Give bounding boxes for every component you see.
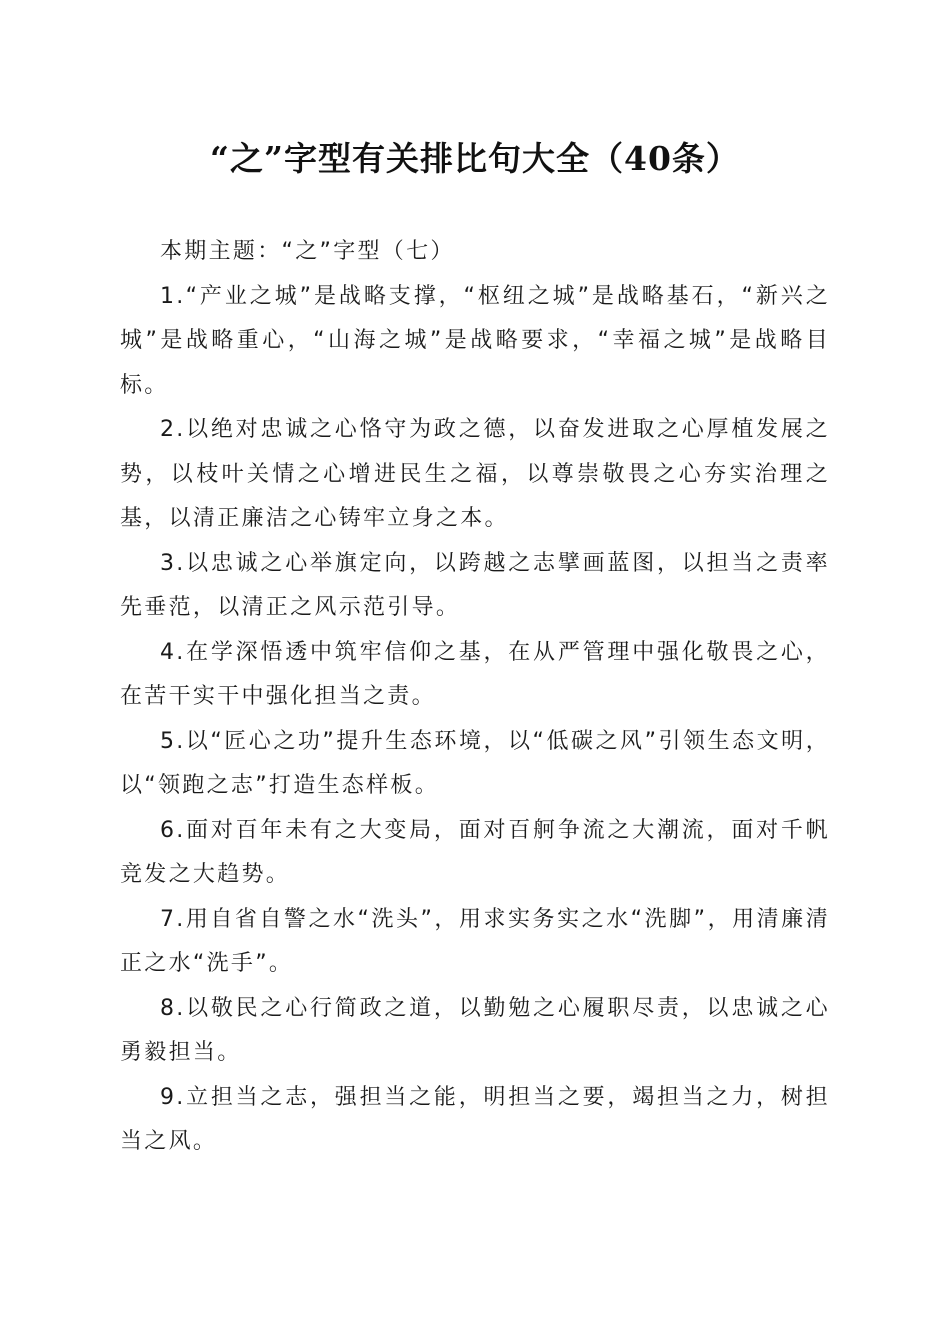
list-item: 5.以“匠心之功”提升生态环境，以“低碳之风”引领生态文明，以“领跑之志”打造生态样板。 <box>120 728 830 798</box>
list-item: 2.以绝对忠诚之心恪守为政之德，以奋发进取之心厚植发展之势，以枝叶关情之心增进民生之福，以尊崇敬畏之心夯实治理之基，以清正廉洁之心铸牢立身之本。 <box>120 417 830 531</box>
list-item: 3.以忠诚之心举旗定向，以跨越之志擘画蓝图，以担当之责率先垂范，以清正之风示范引导。 <box>120 550 830 620</box>
theme-line: 本期主题：“之”字型（七） <box>160 239 455 264</box>
document-title: “之”字型有关排比句大全（40条） <box>210 139 740 178</box>
list-item: 4.在学深悟透中筑牢信仰之基，在从严管理中强化敬畏之心，在苦干实干中强化担当之责。 <box>120 639 830 709</box>
list-item: 1.“产业之城”是战略支撑，“枢纽之城”是战略基石，“新兴之城”是战略重心，“山海之城”是战略要求，“幸福之城”是战略目标。 <box>120 283 830 398</box>
list-item: 6.面对百年未有之大变局，面对百舸争流之大潮流，面对千帆竞发之大趋势。 <box>120 817 830 887</box>
document-body <box>120 230 830 1165</box>
list-item: 7.用自省自警之水“洗头”，用求实务实之水“洗脚”，用清廉清正之水“洗手”。 <box>120 906 830 976</box>
list-item: 9.立担当之志，强担当之能，明担当之要，竭担当之力，树担当之风。 <box>120 1084 830 1154</box>
list-item: 8.以敬民之心行简政之道，以勤勉之心履职尽责，以忠诚之心勇毅担当。 <box>120 995 830 1065</box>
